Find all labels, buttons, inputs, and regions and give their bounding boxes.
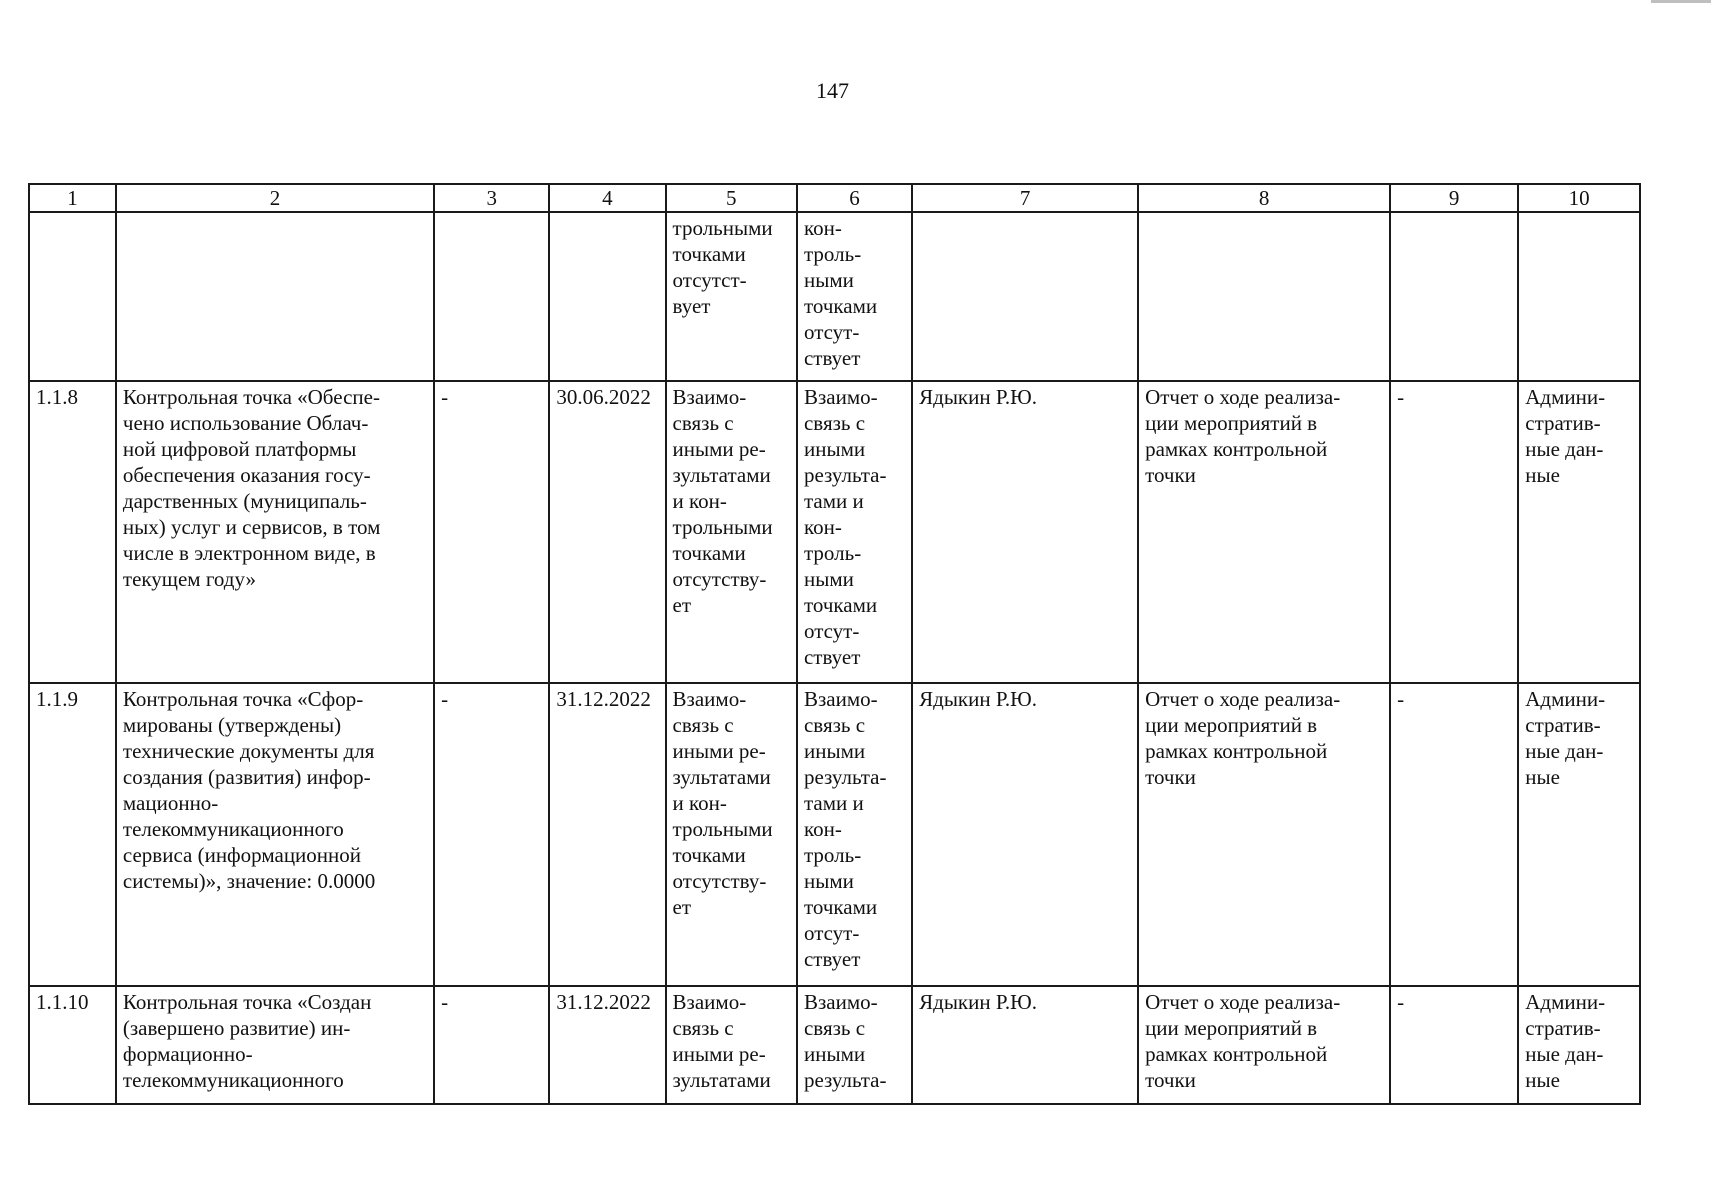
cell-col9: - [1390,683,1518,986]
cell-col3: - [434,381,549,683]
cell-relation-points: Взаимо- связь с иными результа- тами и кон- троль- ными точками отсут- ствует [797,381,912,683]
page-number: 147 [816,78,849,103]
table-row [29,381,1640,683]
cell-relation-results: Взаимо- связь с иными ре- зультатами и кон- трольными точками отсутству- ет [666,683,797,986]
cell-number [29,212,116,381]
cell-name [116,212,434,381]
cell-data-source: Админи- стратив- ные дан- ные [1518,986,1640,1104]
cell-data-source: Админи- стратив- ные дан- ные [1518,683,1640,986]
table-row [29,212,1640,381]
cell-document: Отчет о ходе реализа- ции мероприятий в рамках контрольной точки [1138,381,1390,683]
cell-col3: - [434,683,549,986]
cell-date: 31.12.2022 [549,683,665,986]
cell-document: Отчет о ходе реализа- ции мероприятий в рамках контрольной точки [1138,683,1390,986]
cell-name: Контрольная точка «Обеспе- чено использование Облач- ной цифровой платформы обеспечения оказания госу- дарственных (муниципаль- ных) услуг и сервисов, в том числе в электронном виде, в текущем году» [116,381,434,683]
cell-data-source: Админи- стратив- ные дан- ные [1518,381,1640,683]
cell-col3: - [434,986,549,1104]
cell-relation-results: трольными точками отсутст- вует [666,212,797,381]
column-number-row [29,184,1640,212]
cell-col9 [1390,212,1518,381]
column-header-3: 3 [434,184,549,212]
cell-data-source [1518,212,1640,381]
cell-date [549,212,665,381]
cell-col9: - [1390,986,1518,1104]
cell-relation-points: Взаимо- связь с иными результа- тами и кон- троль- ными точками отсут- ствует [797,683,912,986]
column-header-9: 9 [1390,184,1518,212]
cell-document [1138,212,1390,381]
column-header-10: 10 [1518,184,1640,212]
table-row [29,683,1640,986]
scan-edge-mark [1651,0,1711,3]
column-header-5: 5 [666,184,797,212]
cell-relation-results: Взаимо- связь с иными ре- зультатами [666,986,797,1104]
cell-number: 1.1.9 [29,683,116,986]
cell-responsible: Ядыкин Р.Ю. [912,986,1138,1104]
cell-name: Контрольная точка «Сфор- мированы (утверждены) технические документы для создания (развития) инфор- мационно- телекоммуникационного сервиса (информационной системы)», значение: 0.0000 [116,683,434,986]
cell-number: 1.1.8 [29,381,116,683]
column-header-8: 8 [1138,184,1390,212]
cell-responsible [912,212,1138,381]
cell-col3 [434,212,549,381]
column-header-4: 4 [549,184,665,212]
cell-col9: - [1390,381,1518,683]
cell-relation-points: кон- троль- ными точками отсут- ствует [797,212,912,381]
cell-date: 31.12.2022 [549,986,665,1104]
control-points-table [28,183,1641,1105]
column-header-7: 7 [912,184,1138,212]
cell-relation-points: Взаимо- связь с иными результа- [797,986,912,1104]
cell-name: Контрольная точка «Создан (завершено развитие) ин- формационно- телекоммуникационного [116,986,434,1104]
cell-document: Отчет о ходе реализа- ции мероприятий в рамках контрольной точки [1138,986,1390,1104]
table-row [29,986,1640,1104]
column-header-6: 6 [797,184,912,212]
cell-date: 30.06.2022 [549,381,665,683]
column-header-1: 1 [29,184,116,212]
column-header-2: 2 [116,184,434,212]
cell-relation-results: Взаимо- связь с иными ре- зультатами и кон- трольными точками отсутству- ет [666,381,797,683]
cell-responsible: Ядыкин Р.Ю. [912,381,1138,683]
cell-number: 1.1.10 [29,986,116,1104]
cell-responsible: Ядыкин Р.Ю. [912,683,1138,986]
